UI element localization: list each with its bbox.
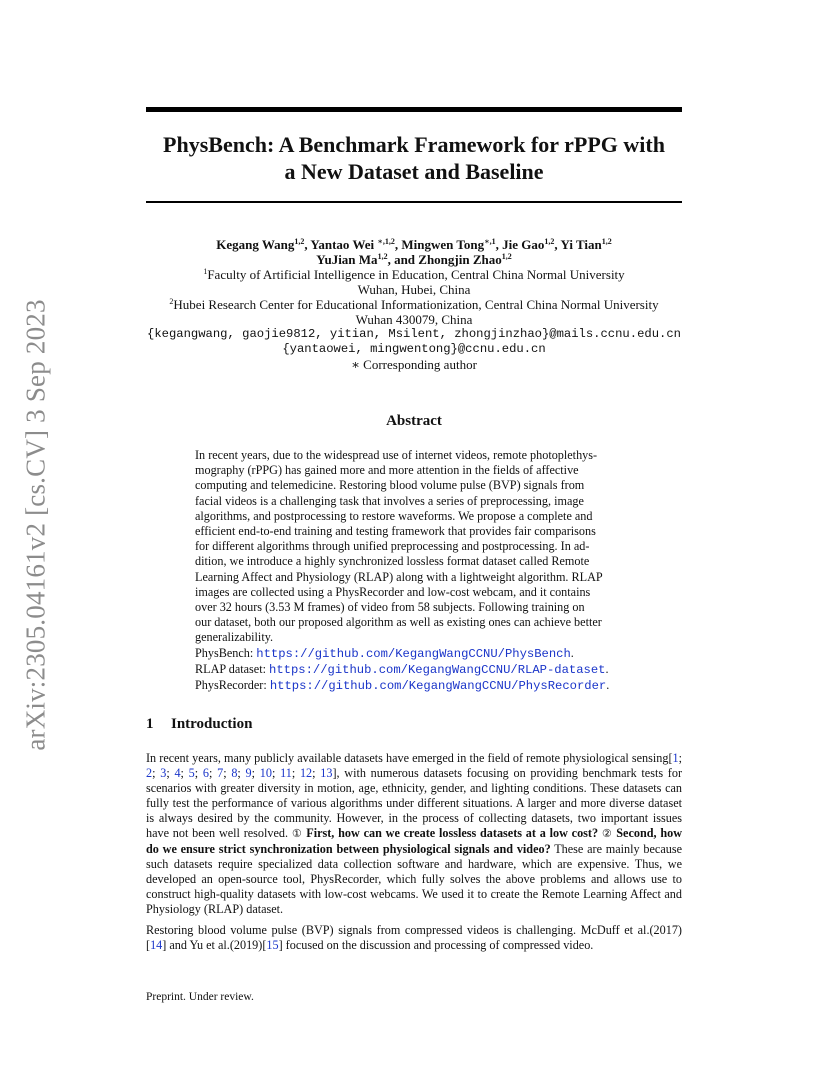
circled-one-glyph: ①	[291, 827, 303, 841]
arxiv-identifier: arXiv:2305.04161v2 [cs.CV] 3 Sep 2023	[20, 299, 51, 751]
intro-paragraph-2: Restoring blood volume pulse (BVP) signals from compressed videos is challenging. McDuff et al.(2017)[14] and Yu et al.(2019)[15] focused on the discussion and processing of compressed video.	[146, 923, 682, 953]
abstract-line: Learning Affect and Physiology (RLAP) along with a lightweight algorithm. RLAP	[195, 569, 603, 584]
abstract-line: over 32 hours (3.53 M frames) of video from 58 subjects. Following training on	[195, 600, 585, 615]
abstract-line: facial videos is a challenging task that involves a series of preprocessing, image	[195, 493, 584, 508]
abstract-body	[195, 448, 635, 694]
title-bottom-rule	[146, 201, 682, 203]
question-1: First, how can we create lossless datasets at a low cost?	[306, 826, 599, 841]
citation-link[interactable]: 14	[150, 938, 163, 953]
abstract-line: efficient end-to-end training and testing framework that provides fair comparisons	[195, 524, 596, 539]
citation-link[interactable]: 2	[146, 766, 153, 781]
circled-two-glyph: ②	[601, 827, 613, 841]
author-block	[120, 237, 708, 372]
abstract-line: dition, we introduce a highly synchronized lossless format dataset called Remote	[195, 554, 590, 569]
title-top-rule	[146, 107, 682, 112]
abstract-heading: Abstract	[386, 413, 442, 429]
citation-link[interactable]: 8	[231, 766, 238, 781]
section-title: Introduction	[171, 716, 253, 732]
email-line-1: {kegangwang, gaojie9812, yitian, Msilent, zhongjinzhao}@mails.ccnu.edu.cn	[147, 327, 681, 341]
citation-link[interactable]: 3	[160, 766, 167, 781]
citation-link[interactable]: 13	[320, 766, 333, 781]
physrecorder-link[interactable]: https://github.com/KegangWangCCNU/PhysRecorder	[269, 679, 607, 694]
abstract-line: computing and telemedicine. Restoring blood volume pulse (BVP) signals from	[195, 478, 585, 493]
arxiv-sidebar	[14, 290, 58, 760]
author-line-1: Kegang Wang$^{1,2}$, Yantao Wei $^{∗,1,2}$, Mingwen Tong$^{∗,1}$, Jie Gao$^{1,2}$, Yi Tian$^{1,2}$	[216, 237, 612, 252]
question-2: Second, how do we ensure strict synchronization between physiological signals and video?	[146, 826, 683, 856]
citation-link[interactable]: 15	[266, 938, 279, 953]
citation-link[interactable]: 4	[174, 766, 181, 781]
email-line-2: {yantaowei, mingwentong}@ccnu.edu.cn	[282, 342, 546, 356]
citation-link[interactable]: 11	[280, 766, 292, 781]
citation-link[interactable]: 9	[245, 766, 252, 781]
introduction-body	[146, 751, 682, 953]
title-line-1: PhysBench: A Benchmark Framework for rPPG with	[163, 132, 665, 157]
citation-link[interactable]: 6	[202, 766, 209, 781]
title-line-2: a New Dataset and Baseline	[284, 159, 544, 184]
author-line-2: YuJian Ma$^{1,2}$, and Zhongjin Zhao$^{1,2}$	[316, 252, 512, 267]
preprint-footer: Preprint. Under review.	[146, 991, 254, 1003]
physbench-link-line: PhysBench: https://github.com/KegangWangCCNU/PhysBench.	[195, 645, 574, 661]
citation-link[interactable]: 7	[217, 766, 224, 781]
rlap-dataset-link[interactable]: https://github.com/KegangWangCCNU/RLAP-dataset	[269, 662, 606, 677]
abstract-line: mography (rPPG) has gained more and more attention in the fields of affective	[195, 463, 579, 478]
abstract-line: algorithms, and postprocessing to restore waveforms. We propose a complete and	[195, 508, 593, 523]
citation-link[interactable]: 1	[672, 751, 679, 765]
intro-paragraph-1: In recent years, many publicly available datasets have emerged in the field of remote physiological sensing[1; 2; 3; 4; 5; 6; 7; 8; 9; 10; 11; 12; 13], with numerous datasets focusing on providing benchmark tests for scenarios with greater diversity in motion, age, ethnicity, gender, and lighting conditions. These datasets can fully test the performance of various algorithms under different situations. A larger and more diverse dataset is always desired by the community. However, in the process of collecting datasets, two important issues have not been well resolved. ① First, how can we create lossless datasets at a low cost? ② Second, how do we ensure strict synchronization between physiological signals and video? These are mainly because such datasets require specialized data collection software and hardware, which are expensive. Thus, we developed an open-source tool, PhysRecorder, which fully solves the above problems and allows use to construct high-quality datasets with low-cost webcams. We used it to create the Remote Learning Affect and Physiology (RLAP) dataset.	[146, 751, 683, 916]
citation-link[interactable]: 12	[299, 766, 313, 781]
abstract-line: generalizability.	[195, 630, 274, 645]
affiliation-1-location: Wuhan, Hubei, China	[357, 282, 471, 297]
rlap-dataset-link-line: RLAP dataset: https://github.com/KegangWangCCNU/RLAP-dataset.	[195, 661, 609, 677]
affiliation-2-location: Wuhan 430079, China	[355, 312, 473, 327]
citation-link[interactable]: 10	[259, 766, 272, 781]
physbench-link[interactable]: https://github.com/KegangWangCCNU/PhysBench	[256, 646, 571, 661]
section-number: 1	[146, 716, 154, 732]
physrecorder-link-line: PhysRecorder: https://github.com/KegangWangCCNU/PhysRecorder.	[195, 678, 610, 694]
abstract-line: In recent years, due to the widespread use of internet videos, remote photoplethys-	[195, 448, 598, 462]
abstract-line: for different algorithms through unified preprocessing and postprocessing. In ad-	[195, 539, 590, 554]
corresponding-author-note: ∗ Corresponding author	[351, 357, 477, 372]
paper-title	[146, 131, 682, 185]
affiliation-2: $^2$Hubei Research Center for Educational Informationization, Central China Normal University	[169, 297, 659, 312]
section-heading-introduction	[146, 716, 252, 733]
citation-link[interactable]: 5	[188, 766, 195, 781]
affiliation-1: $^1$Faculty of Artificial Intelligence in Education, Central China Normal University	[203, 267, 625, 282]
abstract-line: images are collected using a PhysRecorder and low-cost webcam, and it contains	[195, 584, 591, 599]
abstract-line: our dataset, both our proposed algorithm as well as existing ones can achieve better	[195, 615, 602, 630]
